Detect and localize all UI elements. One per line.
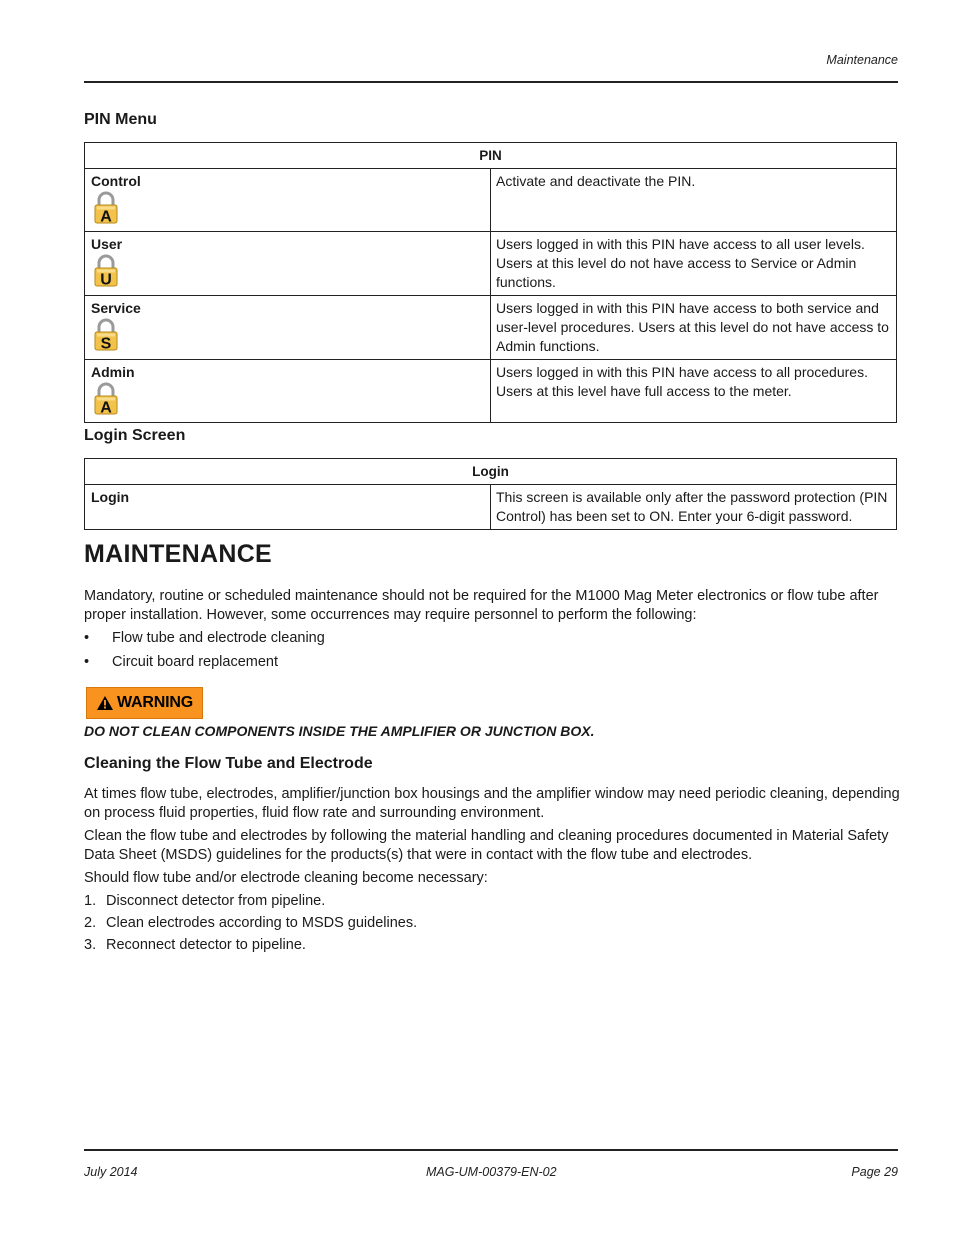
lock-letter: A xyxy=(100,208,112,225)
warning-label: WARNING xyxy=(117,694,193,711)
pin-level-name: User xyxy=(91,236,123,252)
cleaning-heading: Cleaning the Flow Tube and Electrode xyxy=(84,755,373,772)
login-table-title: Login xyxy=(85,459,897,485)
pin-level-name: Service xyxy=(91,300,141,316)
lock-a-icon xyxy=(91,191,484,225)
bullet-icon: • xyxy=(84,654,90,670)
lock-letter: U xyxy=(100,271,112,288)
table-row xyxy=(85,232,897,296)
lock-letter: S xyxy=(100,335,112,352)
login-table xyxy=(84,458,897,530)
pin-level-description: Users logged in with this PIN have access to all procedures. Users at this level have full access to the meter. xyxy=(491,360,897,423)
login-description: This screen is available only after the password protection (PIN Control) has been set to ON. Enter your 6-digit password. xyxy=(491,485,897,530)
warning-badge xyxy=(86,687,203,719)
bullet-text: Circuit board replacement xyxy=(112,654,279,670)
footer-doc-id: MAG-UM-00379-EN-02 xyxy=(426,1165,557,1179)
step-text: Clean electrodes according to MSDS guidelines. xyxy=(106,915,418,931)
running-header: Maintenance xyxy=(826,53,898,67)
pin-level-description: Users logged in with this PIN have access to both service and user-level procedures. Users at this level do not have access to Admin functions. xyxy=(491,296,897,360)
pin-level-description: Users logged in with this PIN have access to all user levels. Users at this level do not have access to Service or Admin functions. xyxy=(491,232,897,296)
lock-u-icon xyxy=(91,254,484,288)
cleaning-para-2: Clean the flow tube and electrodes by following the material handling and cleaning procedures documented in Material Safety Data Sheet (MSDS) guidelines for the products(s) that were in contact with the flow tube and electrodes. xyxy=(84,828,889,863)
login-name: Login xyxy=(85,485,491,530)
pin-level-description: Activate and deactivate the PIN. xyxy=(491,169,897,232)
warning-text: DO NOT CLEAN COMPONENTS INSIDE THE AMPLIFIER OR JUNCTION BOX. xyxy=(84,723,595,739)
table-row xyxy=(85,485,897,530)
cleaning-para-3: Should flow tube and/or electrode cleaning become necessary: xyxy=(84,870,488,886)
step-number: 2. xyxy=(84,915,97,931)
footer-rule xyxy=(84,1149,898,1151)
lock-letter: A xyxy=(100,399,112,416)
header-rule xyxy=(84,81,898,83)
step-number: 3. xyxy=(84,937,97,953)
warning-triangle-icon xyxy=(96,695,114,711)
table-row xyxy=(85,169,897,232)
login-screen-heading: Login Screen xyxy=(84,427,186,444)
pin-level-name: Control xyxy=(91,173,141,189)
pin-table xyxy=(84,142,897,423)
cleaning-para-1: At times flow tube, electrodes, amplifier/junction box housings and the amplifier window may need periodic cleaning, depending on process fluid properties, fluid flow rate and surrounding environment. xyxy=(84,786,900,821)
table-row xyxy=(85,360,897,423)
footer-date: July 2014 xyxy=(84,1165,138,1179)
pin-level-name: Admin xyxy=(91,364,135,380)
bullet-text: Flow tube and electrode cleaning xyxy=(112,630,325,646)
maintenance-heading: MAINTENANCE xyxy=(84,540,273,568)
step-text: Disconnect detector from pipeline. xyxy=(106,893,326,909)
maintenance-intro: Mandatory, routine or scheduled maintenance should not be required for the M1000 Mag Meter electronics or flow tube after proper installation. However, some occurrences may require personnel to perform the following: xyxy=(84,588,879,623)
lock-s-icon xyxy=(91,318,484,352)
step-number: 1. xyxy=(84,893,97,909)
pin-menu-heading: PIN Menu xyxy=(84,111,157,128)
lock-a-icon xyxy=(91,382,484,416)
table-row xyxy=(85,296,897,360)
step-text: Reconnect detector to pipeline. xyxy=(106,937,306,953)
pin-table-title: PIN xyxy=(85,143,897,169)
bullet-icon: • xyxy=(84,630,90,646)
footer-page-number: Page 29 xyxy=(851,1165,898,1179)
